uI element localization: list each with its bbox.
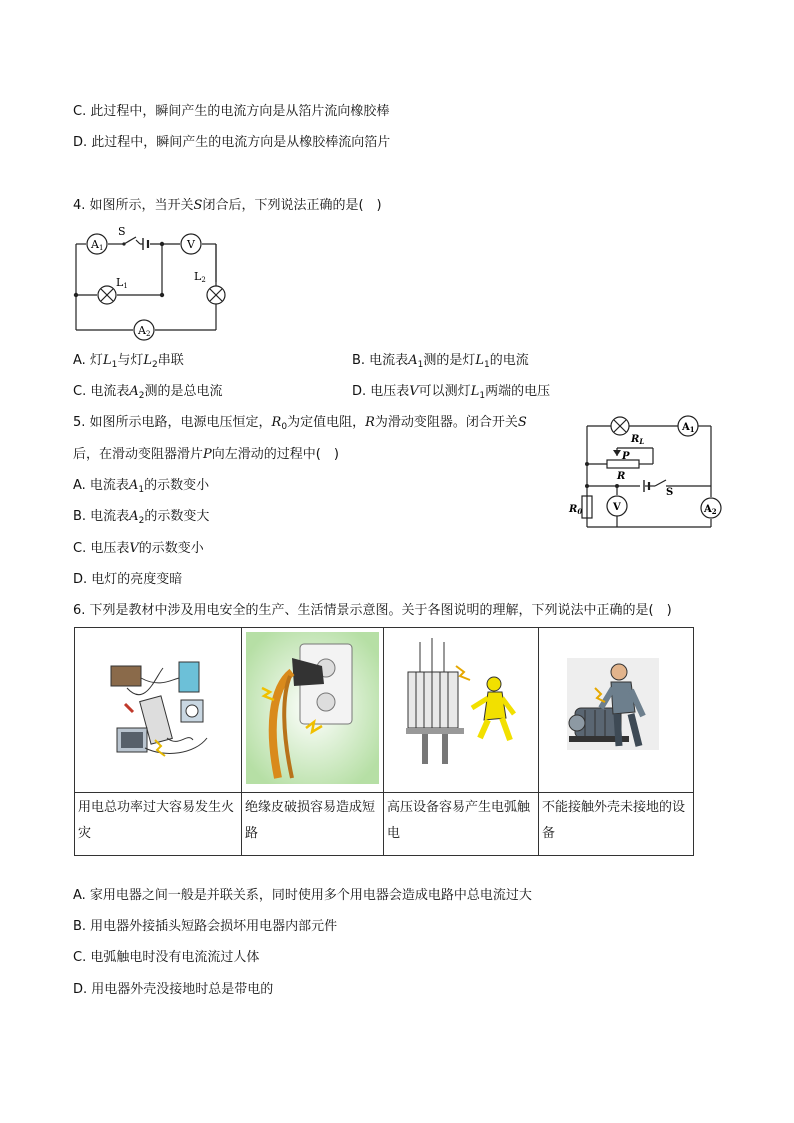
high-voltage-arc-illustration [384,628,538,788]
q4-ammeter2-label: A2 [138,324,151,338]
q4-ammeter1-label: A1 [91,238,104,252]
q5-stem-line1: 5. 如图所示电路，电源电压恒定，$R_0$为定值电阻，R为滑动变阻器。闭合开关S [73,415,527,432]
q6-option-b: B. 用电器外接插头短路会损坏用电器内部元件 [73,919,338,934]
q5-option-c: C. 电压表V的示数变小 [73,541,204,556]
q6-option-d: D. 用电器外壳没接地时总是带电的 [73,982,274,997]
q6-image-cell-1 [75,628,242,793]
q6-image-cell-4 [539,628,694,793]
q5-slider-label: P [622,451,630,462]
q5-lamp-label: $R_L$ [631,434,645,446]
q4-option-b: B. 电流表$A_1$测的是灯$L_1$的电流 [352,353,529,370]
q5-ammeter1-label: $A_1$ [682,422,695,434]
q4-option-a: A. 灯$L_1$与灯$L_2$串联 [73,353,184,370]
overloaded-socket-illustration [75,628,241,788]
q5-stem-line2: 后，在滑动变阻器滑片P向左滑动的过程中( ) [73,447,339,462]
q5-voltmeter-label: V [613,502,621,513]
q6-stem: 6. 下列是教材中涉及用电安全的生产、生活情景示意图。关于各图说明的理解，下列说法中正确的是( ) [73,603,672,618]
q3-option-d: D. 此过程中，瞬间产生的电流方向是从橡胶棒流向箔片 [73,135,391,150]
q3-option-c: C. 此过程中，瞬间产生的电流方向是从箔片流向橡胶棒 [73,104,390,119]
q5-rheostat-label: R [617,471,626,482]
q4-switch-label: S [118,225,126,238]
q6-image-cell-2 [242,628,384,793]
q4-option-c: C. 电流表$A_2$测的是总电流 [73,384,223,401]
q6-option-c: C. 电弧触电时没有电流流过人体 [73,950,260,965]
q5-resistor-label: $R_0$ [569,504,583,516]
q5-switch-label: S [666,487,674,498]
damaged-plug-illustration [242,628,383,788]
q4-stem: 4. 如图所示，当开关S闭合后，下列说法正确的是( ) [73,198,382,213]
q6-caption-4: 不能接触外壳未接地的设备 [539,793,694,856]
q5-option-d: D. 电灯的亮度变暗 [73,572,183,587]
q4-lamp1-label: L1 [116,276,128,290]
q6-caption-3: 高压设备容易产生电弧触电 [384,793,539,856]
q5-option-a: A. 电流表$A_1$的示数变小 [73,478,210,495]
q4-voltmeter-label: V [187,238,195,251]
q6-caption-1: 用电总功率过大容易发生火灾 [75,793,242,856]
q6-image-cell-3 [384,628,539,793]
q6-illustration-table [74,627,694,856]
ungrounded-motor-illustration [539,628,693,788]
q6-caption-2: 绝缘皮破损容易造成短路 [242,793,384,856]
q5-option-b: B. 电流表$A_2$的示数变大 [73,509,210,526]
q4-lamp2-label: L2 [194,270,206,284]
q6-option-a: A. 家用电器之间一般是并联关系，同时使用多个用电器会造成电路中总电流过大 [73,888,532,903]
q4-option-d: D. 电压表V可以测灯$L_1$两端的电压 [352,384,551,401]
q5-circuit-diagram [565,412,730,537]
q4-circuit-diagram [70,222,230,342]
q5-ammeter2-label: $A_2$ [704,504,717,516]
